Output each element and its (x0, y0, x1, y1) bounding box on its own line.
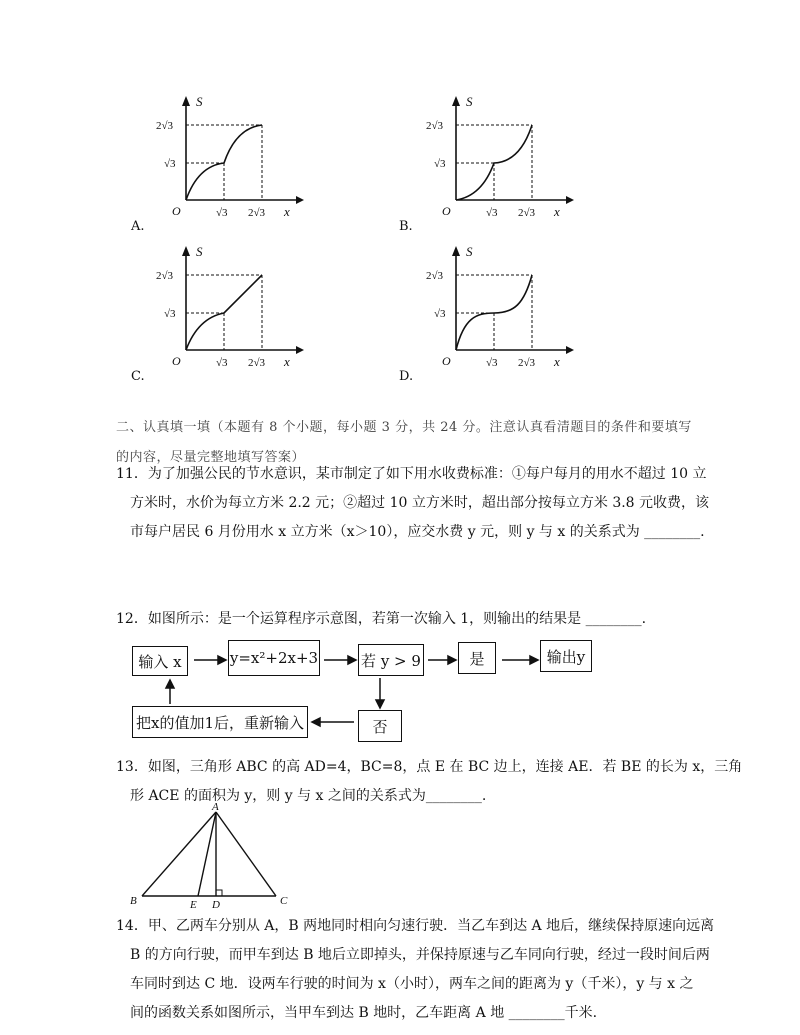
q11-line1: 11．为了加强公民的节水意识，某市制定了如下用水收费标准：①每户每月的用水不超过 10 立 (116, 466, 707, 482)
q14-line4: 间的函数关系如图所示，当甲车到达 B 地时，乙车距离 A 地 ________千米. (130, 1005, 598, 1021)
origin-label: O (172, 204, 181, 218)
y-tick-low: √3 (164, 308, 176, 320)
flow-yes-box: 是 (458, 642, 496, 674)
y-tick-high: 2√3 (156, 270, 174, 282)
x-tick-low: √3 (216, 207, 228, 219)
y-tick-high: 2√3 (156, 120, 174, 132)
y-tick-high: 2√3 (426, 270, 444, 282)
q12-text: 12．如图所示：是一个运算程序示意图，若第一次输入 1，则输出的结果是 ________. (116, 611, 647, 627)
x-axis-label: x (554, 204, 560, 219)
q14-line1: 14．甲、乙两车分别从 A，B 两地同时相向匀速行驶．当乙车到达 A 地后，继续保持原速向远离 (116, 918, 715, 934)
option-d-label: D. (399, 369, 414, 384)
x-axis-label: x (284, 354, 290, 369)
q14-line3: 车同时到达 C 地．设两车行驶的时间为 x（小时），两车之间的距离为 y（千米），y 与 x 之 (130, 976, 694, 992)
x-tick-high: 2√3 (518, 207, 536, 219)
vertex-a-label: A (212, 801, 219, 813)
q13-line2: 形 ACE 的面积为 y，则 y 与 x 之间的关系式为________. (130, 788, 487, 804)
origin-label: O (442, 204, 451, 218)
q14-line2: B 的方向行驶，而甲车到达 B 地后立即掉头，并保持原速与乙车同向行驶，经过一段时间后两 (130, 947, 710, 963)
y-tick-low: √3 (434, 158, 446, 170)
origin-label: O (442, 354, 451, 368)
vertex-b-label: B (130, 895, 137, 907)
vertex-c-label: C (280, 895, 288, 907)
q13-line1: 13．如图，三角形 ABC 的高 AD=4，BC=8，点 E 在 BC 边上，连接 AE．若 BE 的长为 x，三角 (116, 759, 743, 775)
option-c-label: C. (131, 369, 145, 384)
y-tick-high: 2√3 (426, 120, 444, 132)
x-axis-label: x (554, 354, 560, 369)
x-tick-high: 2√3 (248, 207, 266, 219)
flow-loop-box: 把x的值加1后，重新输入 (132, 706, 308, 738)
y-axis-label: S (466, 94, 473, 109)
x-tick-high: 2√3 (248, 357, 266, 369)
q11-line2: 方米时，水价为每立方米 2.2 元；②超过 10 立方米时，超出部分按每立方米 3.8 元收费，该 (130, 495, 710, 511)
question-14 (116, 912, 714, 1028)
x-axis-label: x (284, 204, 290, 219)
flow-formula-box: y=x²+2x+3 (228, 640, 320, 676)
y-tick-low: √3 (164, 158, 176, 170)
q11-line3: 市每户居民 6 月份用水 x 立方米（x＞10），应交水费 y 元，则 y 与 x 的关系式为 ________. (130, 524, 705, 540)
section-heading-line2: 的内容，尽量完整地填写答案） (116, 450, 306, 465)
x-tick-low: √3 (486, 207, 498, 219)
x-tick-low: √3 (216, 357, 228, 369)
flow-no-box: 否 (358, 710, 402, 742)
option-b-label: B. (399, 219, 413, 234)
section-heading-line1: 二、认真填一填（本题有 8 个小题，每小题 3 分，共 24 分。注意认真看清题目的条件和要填写 (116, 420, 692, 435)
x-tick-high: 2√3 (518, 357, 536, 369)
x-tick-low: √3 (486, 357, 498, 369)
y-axis-label: S (196, 94, 203, 109)
option-a-label: A. (131, 219, 145, 234)
point-d-label: D (212, 899, 220, 910)
triangle-diagram (120, 800, 300, 910)
y-tick-low: √3 (434, 308, 446, 320)
flow-output-box: 输出y (540, 640, 592, 672)
y-axis-label: S (466, 244, 473, 259)
origin-label: O (172, 354, 181, 368)
flow-input-box: 输入 x (132, 646, 188, 676)
point-e-label: E (190, 899, 197, 910)
y-axis-label: S (196, 244, 203, 259)
flow-condition-box: 若 y > 9 (358, 644, 424, 676)
